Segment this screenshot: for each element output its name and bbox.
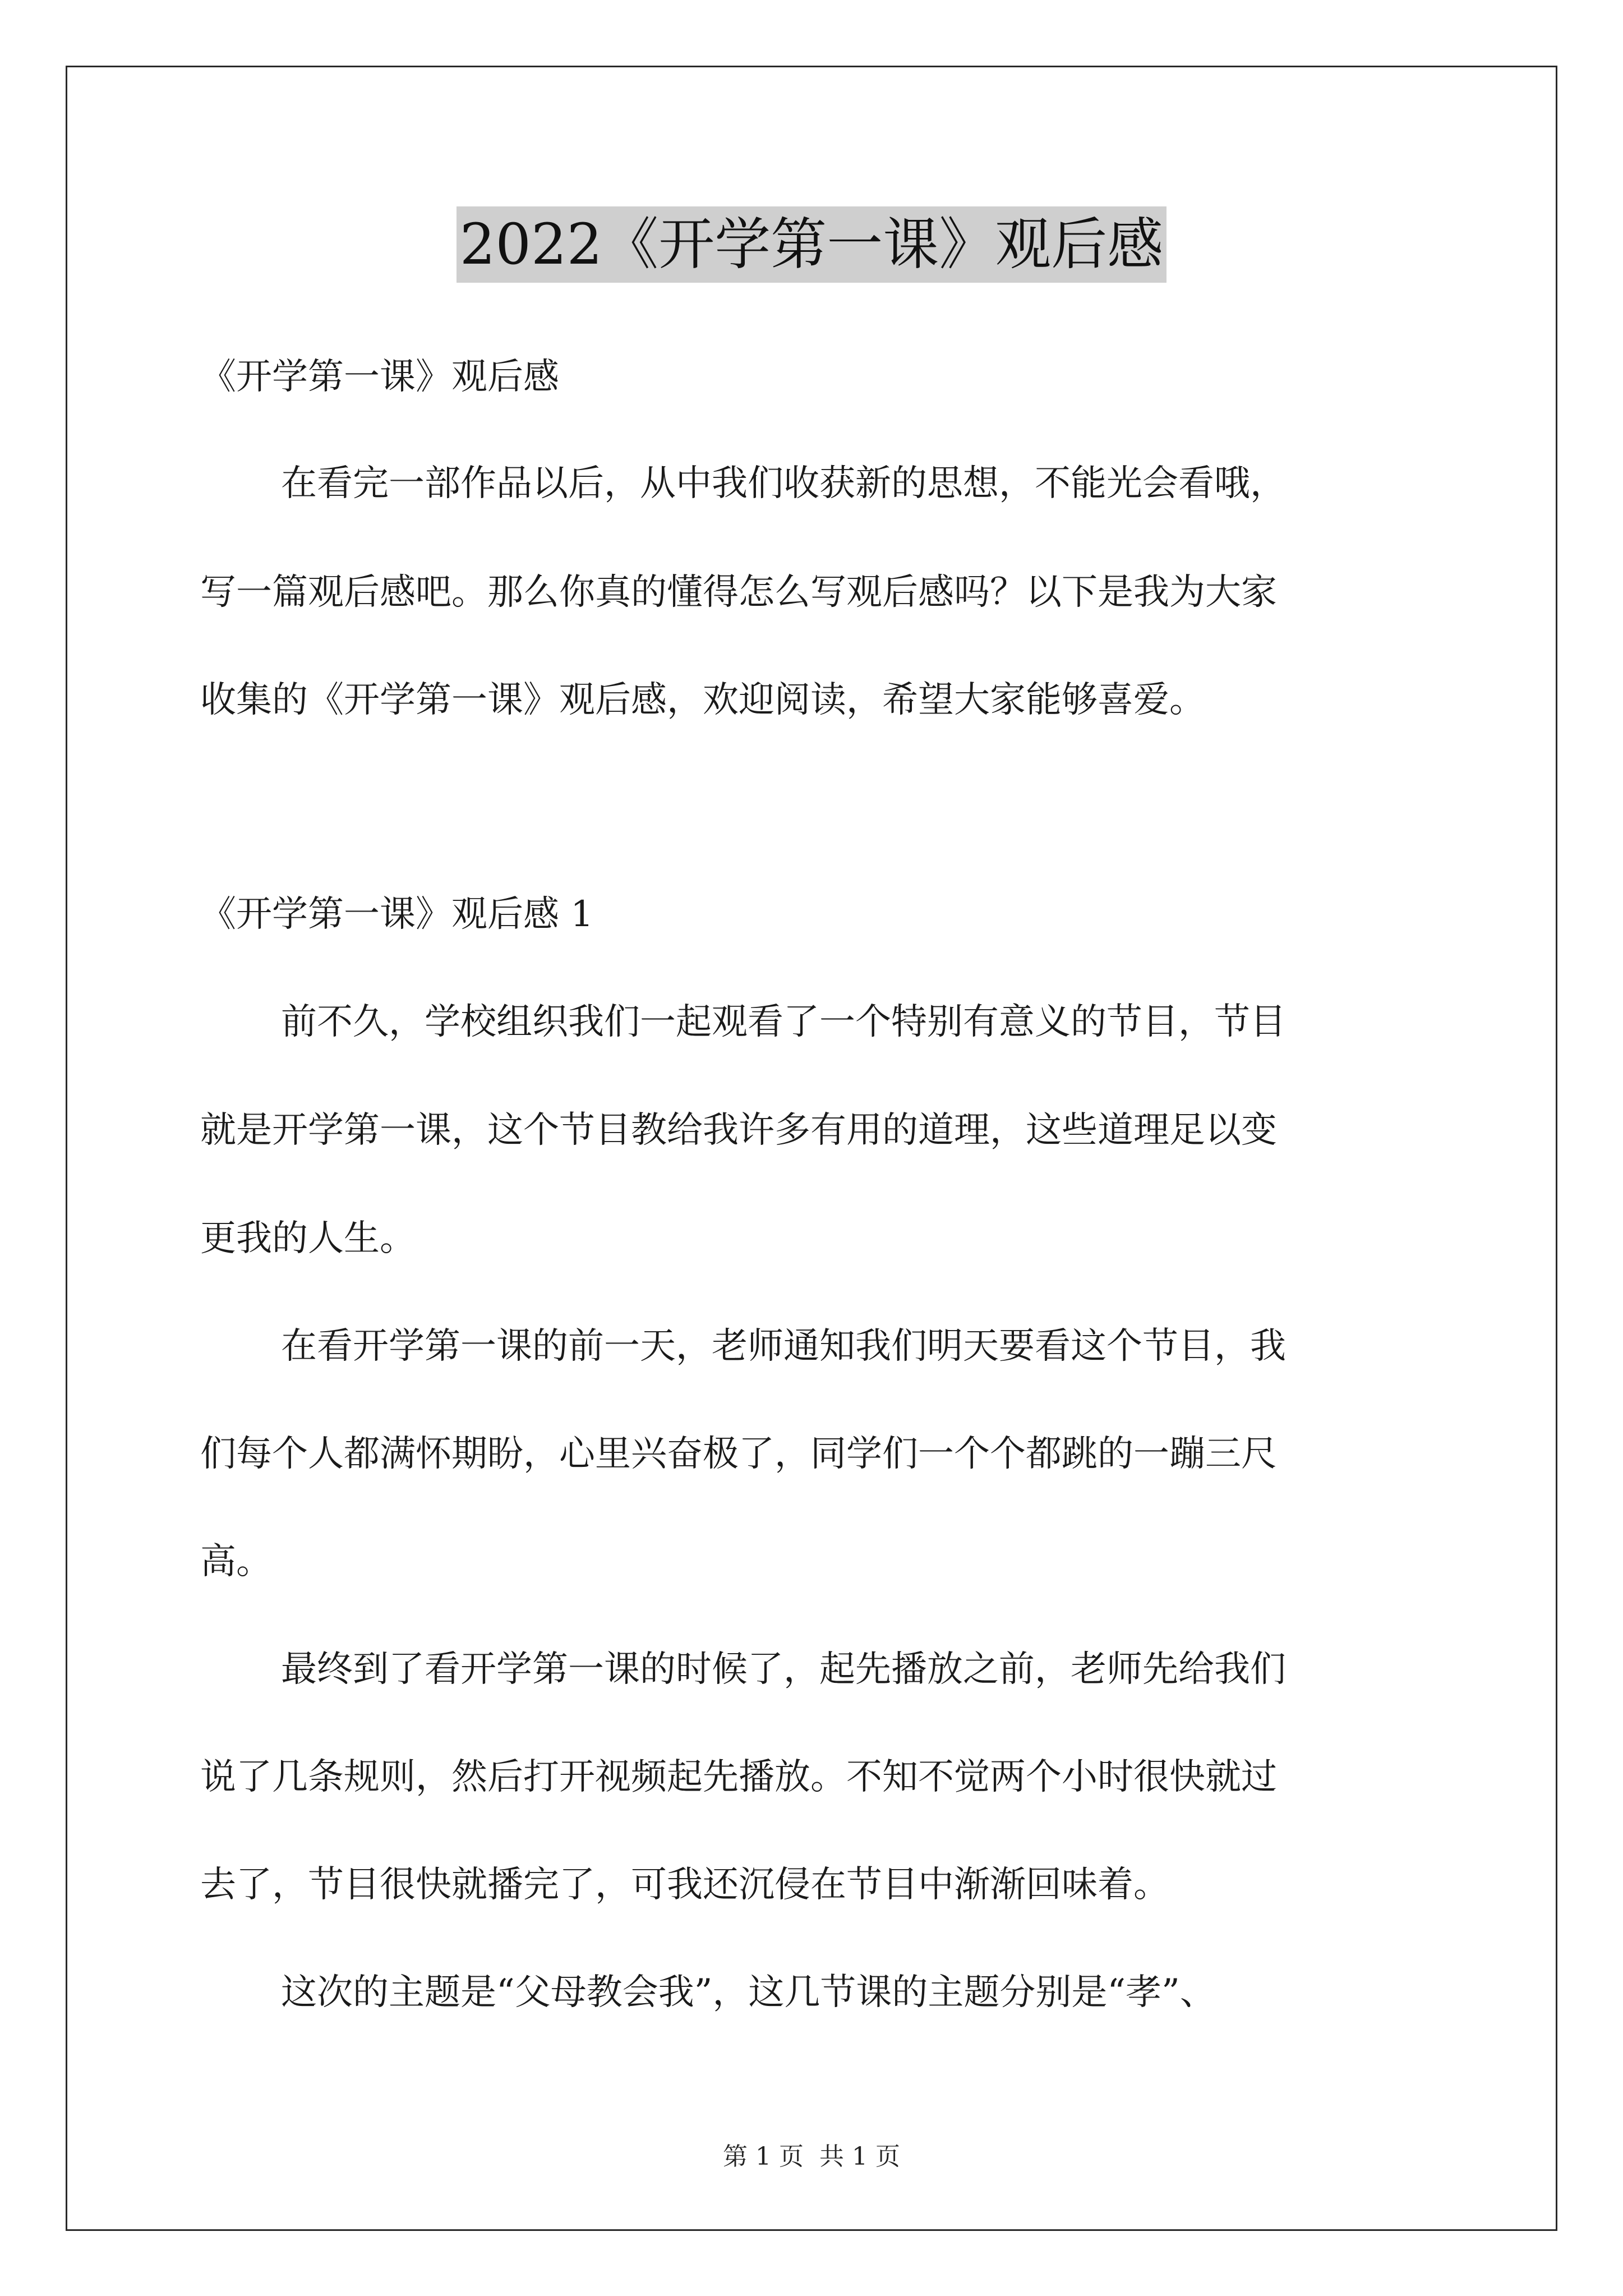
paragraph4-line-1: 这次的主题是“父母教会我”，这几节课的主题分别是“孝”、 bbox=[281, 1972, 1216, 2013]
paragraph3-line-2: 说了几条规则，然后打开视频起先播放。不知不觉两个小时很快就过 bbox=[200, 1756, 1277, 1798]
intro-line-3: 收集的《开学第一课》观后感，欢迎阅读，希望大家能够喜爱。 bbox=[200, 679, 1205, 721]
title-container bbox=[0, 206, 1623, 283]
page-number-current: 第 1 页 bbox=[723, 2142, 804, 2171]
intro-line-2: 写一篇观后感吧。那么你真的懂得怎么写观后感吗？以下是我为大家 bbox=[200, 572, 1277, 613]
page-footer bbox=[0, 2140, 1623, 2174]
document-subtitle: 《开学第一课》观后感 bbox=[200, 356, 559, 398]
document-title: 2022《开学第一课》观后感 bbox=[457, 206, 1167, 283]
paragraph3-line-1: 最终到了看开学第一课的时候了，起先播放之前，老师先给我们 bbox=[281, 1649, 1286, 1690]
paragraph2-line-2: 们每个人都满怀期盼，心里兴奋极了，同学们一个个都跳的一蹦三尺 bbox=[200, 1433, 1277, 1475]
paragraph2-line-1: 在看开学第一课的前一天，老师通知我们明天要看这个节目，我 bbox=[281, 1326, 1286, 1367]
intro-line-1: 在看完一部作品以后，从中我们收获新的思想，不能光会看哦， bbox=[281, 463, 1286, 504]
paragraph1-line-1: 前不久，学校组织我们一起观看了一个特别有意义的节目，节目 bbox=[281, 1001, 1286, 1043]
paragraph1-line-2: 就是开学第一课，这个节目教给我许多有用的道理，这些道理足以变 bbox=[200, 1110, 1277, 1151]
paragraph2-line-3: 高。 bbox=[200, 1541, 272, 1582]
paragraph3-line-3: 去了，节目很快就播完了，可我还沉侵在节目中渐渐回味着。 bbox=[200, 1864, 1169, 1906]
paragraph1-line-3: 更我的人生。 bbox=[200, 1218, 416, 1259]
section-heading: 《开学第一课》观后感 1 bbox=[200, 894, 594, 935]
page-number-total: 共 1 页 bbox=[819, 2142, 900, 2171]
